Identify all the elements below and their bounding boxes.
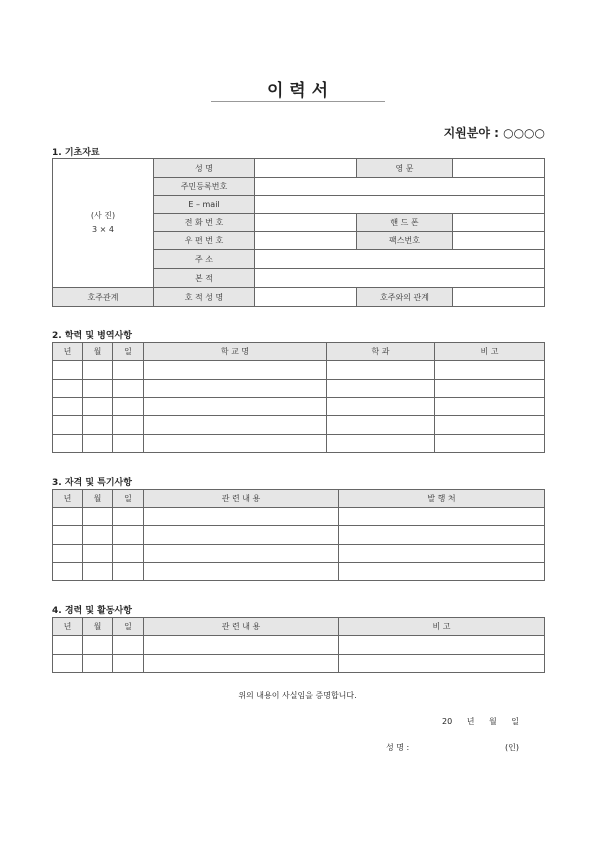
table-cell[interactable] [113, 544, 144, 562]
section-heading-education: 2. 학력 및 병역사항 [52, 331, 132, 341]
table-cell[interactable] [53, 434, 83, 452]
table-cell[interactable] [339, 526, 545, 544]
label-postal: 우 편 번 호 [154, 232, 255, 250]
table-cell[interactable] [83, 379, 113, 397]
table-cell[interactable] [327, 361, 435, 379]
table-row [53, 397, 545, 415]
rrn-value[interactable] [255, 178, 545, 196]
email-value[interactable] [255, 196, 545, 214]
table-cell[interactable] [435, 361, 545, 379]
table-cell[interactable] [144, 508, 339, 526]
cert-header-year: 년 [53, 490, 83, 508]
signature-label: 성 명 : [386, 743, 410, 752]
table-cell[interactable] [113, 636, 144, 654]
table-row [53, 361, 545, 379]
table-cell[interactable] [144, 562, 339, 580]
table-cell[interactable] [53, 508, 83, 526]
table-cell[interactable] [53, 416, 83, 434]
career-header-content: 관 련 내 용 [144, 618, 339, 636]
label-family-relation: 호주관계 [53, 288, 154, 307]
table-cell[interactable] [83, 526, 113, 544]
career-header-day: 일 [113, 618, 144, 636]
english-value[interactable] [453, 159, 545, 178]
table-cell[interactable] [83, 434, 113, 452]
cert-header-content: 관 련 내 용 [144, 490, 339, 508]
table-row [53, 434, 545, 452]
table-row [53, 379, 545, 397]
table-cell[interactable] [435, 416, 545, 434]
table-cell[interactable] [435, 397, 545, 415]
label-english: 영 문 [357, 159, 453, 178]
basic-info-table [52, 158, 545, 307]
table-cell[interactable] [327, 379, 435, 397]
photo-box[interactable] [53, 159, 154, 288]
label-head-name: 호 적 성 명 [154, 288, 255, 307]
table-row [53, 636, 545, 654]
fax-value[interactable] [453, 232, 545, 250]
label-address: 주 소 [154, 250, 255, 269]
table-cell[interactable] [144, 361, 327, 379]
label-email: E – mail [154, 196, 255, 214]
table-cell[interactable] [435, 379, 545, 397]
career-table [52, 617, 545, 673]
table-cell[interactable] [83, 544, 113, 562]
label-name: 성 명 [154, 159, 255, 178]
table-cell[interactable] [339, 654, 545, 672]
postal-value[interactable] [255, 232, 357, 250]
table-cell[interactable] [83, 636, 113, 654]
table-cell[interactable] [83, 361, 113, 379]
table-cell[interactable] [144, 434, 327, 452]
table-row [53, 562, 545, 580]
table-cell[interactable] [435, 434, 545, 452]
table-row [53, 416, 545, 434]
edu-header-note: 비 고 [435, 343, 545, 361]
table-cell[interactable] [53, 562, 83, 580]
table-cell[interactable] [113, 654, 144, 672]
table-cell[interactable] [113, 361, 144, 379]
table-cell[interactable] [339, 544, 545, 562]
table-row [53, 654, 545, 672]
document-title: 이 력 서 [266, 81, 329, 101]
table-cell[interactable] [339, 508, 545, 526]
cert-header-issuer: 발 행 처 [339, 490, 545, 508]
table-cell[interactable] [113, 397, 144, 415]
edu-header-school: 학 교 명 [144, 343, 327, 361]
table-cell[interactable] [83, 397, 113, 415]
table-cell[interactable] [53, 636, 83, 654]
edu-header-year: 년 [53, 343, 83, 361]
table-cell[interactable] [53, 526, 83, 544]
name-value[interactable] [255, 159, 357, 178]
date-line: 20 년 월 일 [442, 717, 519, 726]
edu-header-major: 학 과 [327, 343, 435, 361]
edu-header-day: 일 [113, 343, 144, 361]
table-cell[interactable] [113, 379, 144, 397]
table-cell[interactable] [327, 416, 435, 434]
table-cell[interactable] [144, 654, 339, 672]
table-cell[interactable] [113, 526, 144, 544]
table-cell[interactable] [144, 544, 339, 562]
table-row [53, 508, 545, 526]
table-cell[interactable] [113, 562, 144, 580]
table-cell[interactable] [144, 397, 327, 415]
section-heading-basic: 1. 기초자료 [52, 148, 100, 158]
career-header-year: 년 [53, 618, 83, 636]
table-cell[interactable] [83, 416, 113, 434]
education-table [52, 342, 545, 453]
table-cell[interactable] [113, 434, 144, 452]
label-head-relation: 호주와의 관계 [357, 288, 453, 307]
career-header-note: 비 고 [339, 618, 545, 636]
career-header-month: 월 [83, 618, 113, 636]
table-cell[interactable] [339, 636, 545, 654]
cert-header-month: 월 [83, 490, 113, 508]
label-origin: 본 적 [154, 269, 255, 288]
table-cell[interactable] [144, 416, 327, 434]
certification-statement: 위의 내용이 사실임을 증명합니다. [238, 691, 357, 700]
certificates-table [52, 489, 545, 581]
table-cell[interactable] [53, 654, 83, 672]
mobile-value[interactable] [453, 214, 545, 232]
table-cell[interactable] [53, 397, 83, 415]
table-cell[interactable] [113, 508, 144, 526]
table-row [53, 544, 545, 562]
table-cell[interactable] [53, 544, 83, 562]
table-cell[interactable] [83, 562, 113, 580]
table-cell[interactable] [53, 361, 83, 379]
section-heading-certificates: 3. 자격 및 특기사항 [52, 478, 132, 488]
label-mobile: 핸 드 폰 [357, 214, 453, 232]
photo-label: (사 진) [90, 211, 116, 220]
edu-header-month: 월 [83, 343, 113, 361]
cert-header-day: 일 [113, 490, 144, 508]
title-underline [211, 101, 385, 102]
application-field: 지원분야 : ○○○○ [443, 126, 545, 140]
table-cell[interactable] [144, 636, 339, 654]
label-rrn: 주민등록번호 [154, 178, 255, 196]
table-row [53, 526, 545, 544]
table-cell[interactable] [144, 526, 339, 544]
table-cell[interactable] [83, 654, 113, 672]
phone-value[interactable] [255, 214, 357, 232]
head-name-value[interactable] [255, 288, 357, 307]
table-cell[interactable] [113, 416, 144, 434]
seal-mark: (인) [505, 743, 519, 752]
section-heading-career: 4. 경력 및 활동사항 [52, 606, 132, 616]
table-cell[interactable] [327, 397, 435, 415]
table-cell[interactable] [327, 434, 435, 452]
photo-size: 3 × 4 [92, 225, 114, 234]
address-value[interactable] [255, 250, 545, 269]
table-cell[interactable] [53, 379, 83, 397]
head-relation-value[interactable] [453, 288, 545, 307]
origin-value[interactable] [255, 269, 545, 288]
table-cell[interactable] [83, 508, 113, 526]
label-fax: 팩스번호 [357, 232, 453, 250]
label-phone: 전 화 번 호 [154, 214, 255, 232]
table-cell[interactable] [144, 379, 327, 397]
table-cell[interactable] [339, 562, 545, 580]
